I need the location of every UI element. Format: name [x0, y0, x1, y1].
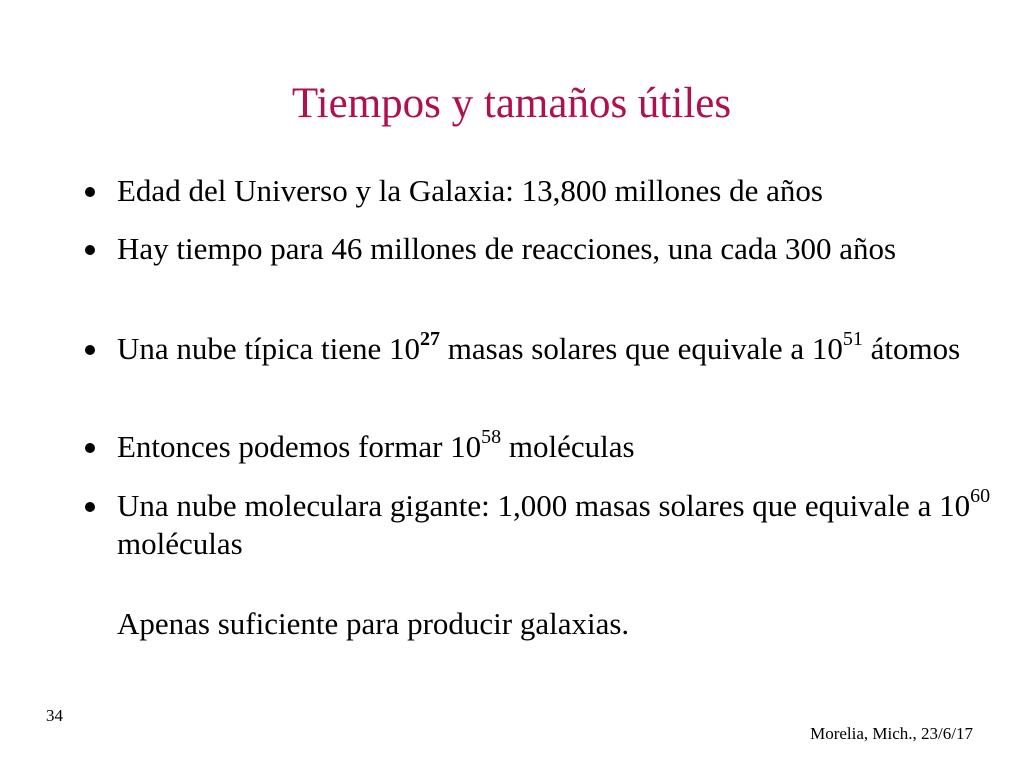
bullet-item-molecules	[85, 428, 997, 466]
exponent: 51	[842, 328, 863, 350]
bullet-text: moléculas	[501, 429, 635, 464]
bullet-text: Edad del Universo y la Galaxia: 13,800 millones de años	[117, 173, 823, 208]
footer-place-date: Morelia, Mich., 23/6/17	[810, 724, 973, 743]
slide-title: Tiempos y tamaños útiles	[291, 80, 732, 127]
bullet-text: Entonces podemos formar 10	[117, 429, 482, 464]
bullet-dot-icon	[85, 443, 95, 453]
exponent: 58	[481, 426, 502, 448]
bullet-text: átomos	[862, 331, 961, 366]
bullet-dot-icon	[85, 187, 95, 197]
exponent: 27	[420, 328, 441, 350]
bullet-dot-icon	[85, 345, 95, 355]
bullet-item-reaction-time	[85, 230, 997, 268]
slide-number: 34	[46, 706, 63, 725]
bullet-item-typical-cloud	[85, 330, 997, 368]
bullet-text: moléculas	[117, 526, 243, 561]
bullet-dot-icon	[85, 245, 95, 255]
bullet-text: Hay tiempo para 46 millones de reacciones, una cada 300 años	[117, 231, 897, 266]
bullet-item-giant-cloud	[85, 487, 997, 563]
bullet-item-universe-age	[85, 172, 997, 210]
exponent: 60	[970, 485, 991, 507]
bullet-text: Una nube moleculara gigante: 1,000 masas solares que equivale a 10	[117, 488, 971, 523]
bullet-dot-icon	[85, 502, 95, 512]
bullet-text: masas solares que equivale a 10	[440, 331, 843, 366]
bullet-text: Una nube típica tiene 10	[117, 331, 421, 366]
conclusion-text: Apenas suficiente para producir galaxias.	[117, 606, 630, 641]
